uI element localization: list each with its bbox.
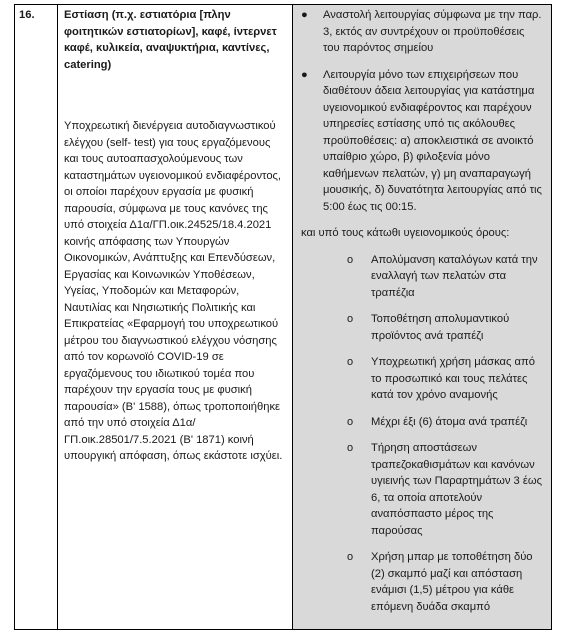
circle-bullet-icon: o	[347, 313, 354, 325]
list-item	[301, 311, 543, 344]
list-item	[301, 354, 543, 404]
regulation-table	[14, 4, 552, 630]
list-item	[301, 440, 543, 539]
circle-bullet-icon: o	[347, 253, 354, 266]
circle-bullet-icon: o	[347, 551, 354, 563]
list-item	[301, 414, 543, 431]
measure-text: Λειτουργία μόνο των επιχειρήσεων που διαθέτουν άδεια λειτουργίας για κατάστημα υγειονομικού ενδιαφέροντος και παρέχουν υπηρεσίες εστίασης υπό τις ακόλουθες προϋποθέσεις: α) αποκλειστικά σε ανοικτό υπαίθριο χώρο, β) φιλοξενία μόνο καθήμενων πελατών, γ) μη αναπαραγωγή μουσικής, δ) δυνατότητα λειτουργίας από τις 5:00 έως τις 00:15.	[323, 68, 542, 213]
condition-text: Τήρηση αποστάσεων τραπεζοκαθισμάτων και κανόνων υγιεινής των Παραρτημάτων 3 έως 6, τα οποία αποτελούν αναπόσπαστο μέρος της παρούσας	[371, 442, 542, 537]
activity-title: Εστίαση (π.χ. εστιατόρια [πλην φοιτητικών εστιατορίων], καφέ, ίντερνετ καφέ, κυλικεία, αναψυκτήρια, καντίνες, catering)	[64, 9, 277, 71]
list-item	[301, 7, 543, 57]
circle-bullet-icon: o	[347, 356, 354, 368]
measures-cell	[293, 5, 552, 630]
list-item	[301, 67, 543, 216]
list-item	[301, 549, 543, 615]
condition-text: Υποχρεωτική χρήση μάσκας από το προσωπικό και τους πελάτες κατά τον χρόνο αναμονής	[371, 356, 535, 401]
activity-cell	[58, 5, 293, 630]
circle-bullet-icon: o	[347, 442, 354, 454]
list-item	[301, 252, 543, 302]
conditions-list	[301, 252, 543, 616]
activity-description: Υποχρεωτική διενέργεια αυτοδιαγνωστικού ελέγχου (self- test) για τους εργαζόμενους και τους αυτοαπασχολούμενους των καταστημάτων υγειονομικού ενδιαφέροντος, οι οποίοι παρέχουν εργασία με φυσική παρουσία, σύμφωνα με τους κανόνες της υπό στοιχεία Δ1α/ΓΠ.οικ.24525/18.4.2021 κοινής απόφασης των Υπουργών Οικονομικών, Ανάπτυξης και Επενδύσεων, Εργασίας και Κοινωνικών Υποθέσεων, Υγείας, Υποδομών και Μεταφορών, Ναυτιλίας και Νησιωτικής Πολιτικής και Επικρατείας «Εφαρμογή του υποχρεωτικού μέτρου του διαγνωστικού ελέγχου νόσησης από τον κορωνοϊό COVID-19 σε εργαζόμενους του ιδιωτικού τομέα που παρέχουν την εργασία τους με φυσική παρουσία» (Β' 1588), όπως τροποποιήθηκε από την υπό στοιχεία Δ1α/ΓΠ.οικ.28501/7.5.2021 (Β' 1871) κοινή υπουργική απόφαση, όπως εκάστοτε ισχύει.	[64, 120, 283, 462]
bullet-icon: ●	[301, 68, 308, 81]
measures-bullet-list	[301, 7, 543, 215]
condition-text: Χρήση μπαρ με τοποθέτηση δύο (2) σκαμπό μαζί και απόσταση ενάμισι (1,5) μέτρου για κάθε επόμενη δυάδα σκαμπό	[371, 551, 533, 613]
measure-text: Αναστολή λειτουργίας σύμφωνα με την παρ. 3, εκτός αν συντρέχουν οι προϋποθέσεις του παρόντος σημείου	[323, 9, 542, 54]
circle-bullet-icon: o	[347, 415, 354, 428]
condition-text: Τοποθέτηση απολυμαντικού προϊόντος ανά τραπέζι	[371, 313, 510, 342]
row-number: 16.	[15, 5, 58, 630]
conditions-intro: και υπό τους κάτωθι υγειονομικούς όρους:	[301, 227, 510, 239]
condition-text: Μέχρι έξι (6) άτομα ανά τραπέζι	[371, 415, 528, 428]
table-row	[15, 5, 552, 630]
bullet-icon: ●	[301, 9, 308, 21]
condition-text: Απολύμανση καταλόγων κατά την εναλλαγή των πελατών στα τραπέζια	[371, 253, 538, 299]
